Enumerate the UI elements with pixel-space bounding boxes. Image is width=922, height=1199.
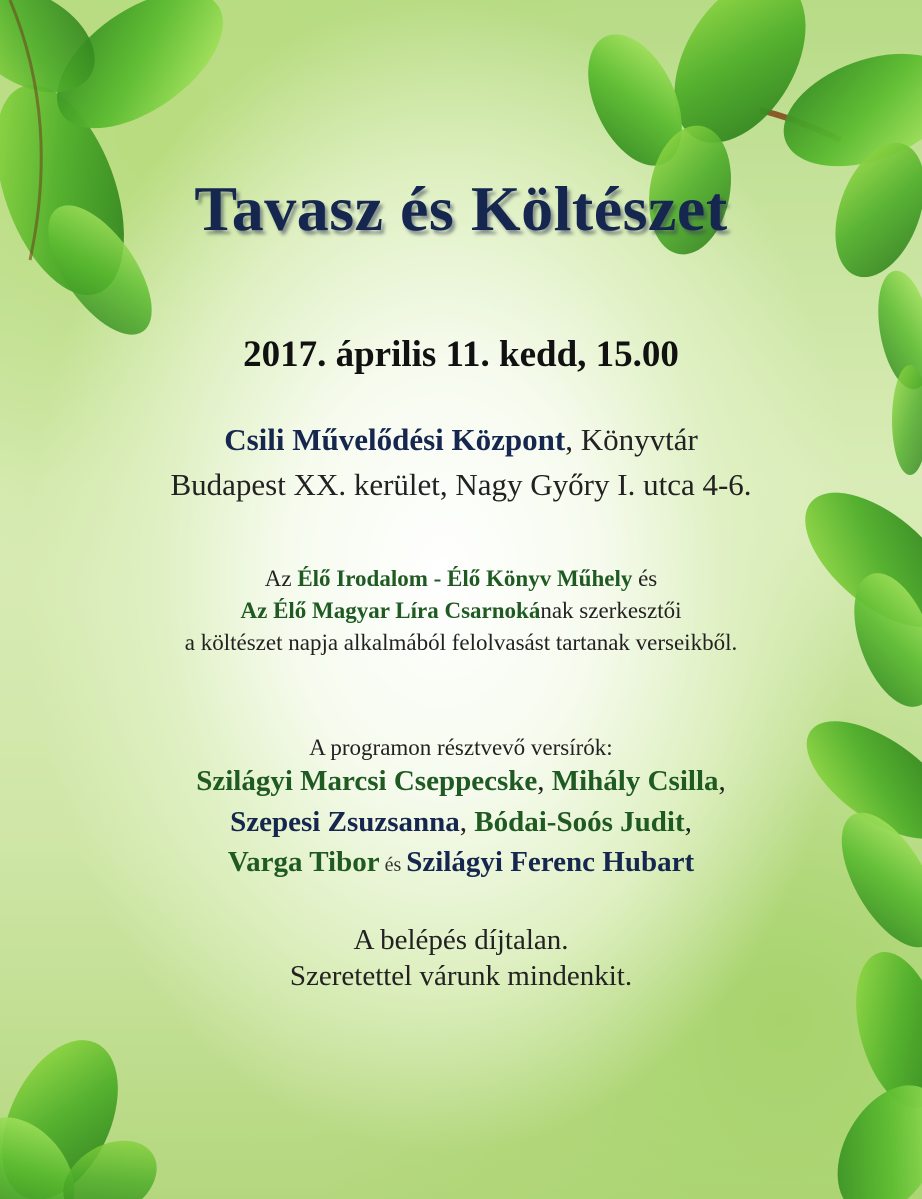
footer-welcome: Szeretettel várunk mindenkit. bbox=[289, 960, 633, 992]
separator: , bbox=[537, 765, 552, 797]
venue-line bbox=[0, 422, 922, 458]
separator: , bbox=[718, 765, 726, 797]
separator: és bbox=[379, 854, 407, 876]
participants-intro: A programon résztvevő versírók: bbox=[309, 735, 613, 760]
organizers-occasion: a költészet napja alkalmából felolvasást tartanak verseikből. bbox=[184, 630, 738, 655]
participants-line-2 bbox=[0, 806, 922, 839]
organizer-group-1: Élő Irodalom - Élő Könyv Műhely bbox=[297, 566, 633, 591]
venue-address: Budapest XX. kerület, Nagy Győry I. utca 4-6. bbox=[170, 467, 752, 502]
participants-line-1 bbox=[0, 765, 922, 798]
organizers-line-1 bbox=[0, 566, 922, 592]
participant-name: Varga Tibor bbox=[227, 846, 380, 878]
participant-name: Szepesi Zsuzsanna bbox=[230, 806, 460, 838]
organizers-prefix: Az bbox=[264, 566, 298, 591]
event-date: 2017. április 11. kedd, 15.00 bbox=[243, 334, 679, 375]
venue-suffix: , Könyvtár bbox=[565, 422, 698, 457]
participant-name: Mihály Csilla bbox=[551, 765, 719, 797]
participant-name: Szilágyi Marcsi Cseppecske bbox=[196, 765, 538, 797]
organizers-line-2 bbox=[0, 598, 922, 624]
participant-name: Szilágyi Ferenc Hubart bbox=[406, 846, 695, 878]
separator: , bbox=[684, 806, 692, 838]
venue-name: Csili Művelődési Központ bbox=[224, 422, 566, 457]
poster-title: Tavasz és Költészet bbox=[194, 173, 728, 244]
participants-line-3 bbox=[0, 846, 922, 879]
organizers-conj: és bbox=[632, 566, 658, 591]
separator: , bbox=[459, 806, 475, 838]
organizers-suffix: nak szerkesztői bbox=[540, 598, 682, 623]
footer-entry-free: A belépés díjtalan. bbox=[353, 924, 569, 956]
organizer-group-2: Az Élő Magyar Líra Csarnoká bbox=[240, 598, 541, 623]
participant-name: Bódai-Soós Judit bbox=[474, 806, 685, 838]
